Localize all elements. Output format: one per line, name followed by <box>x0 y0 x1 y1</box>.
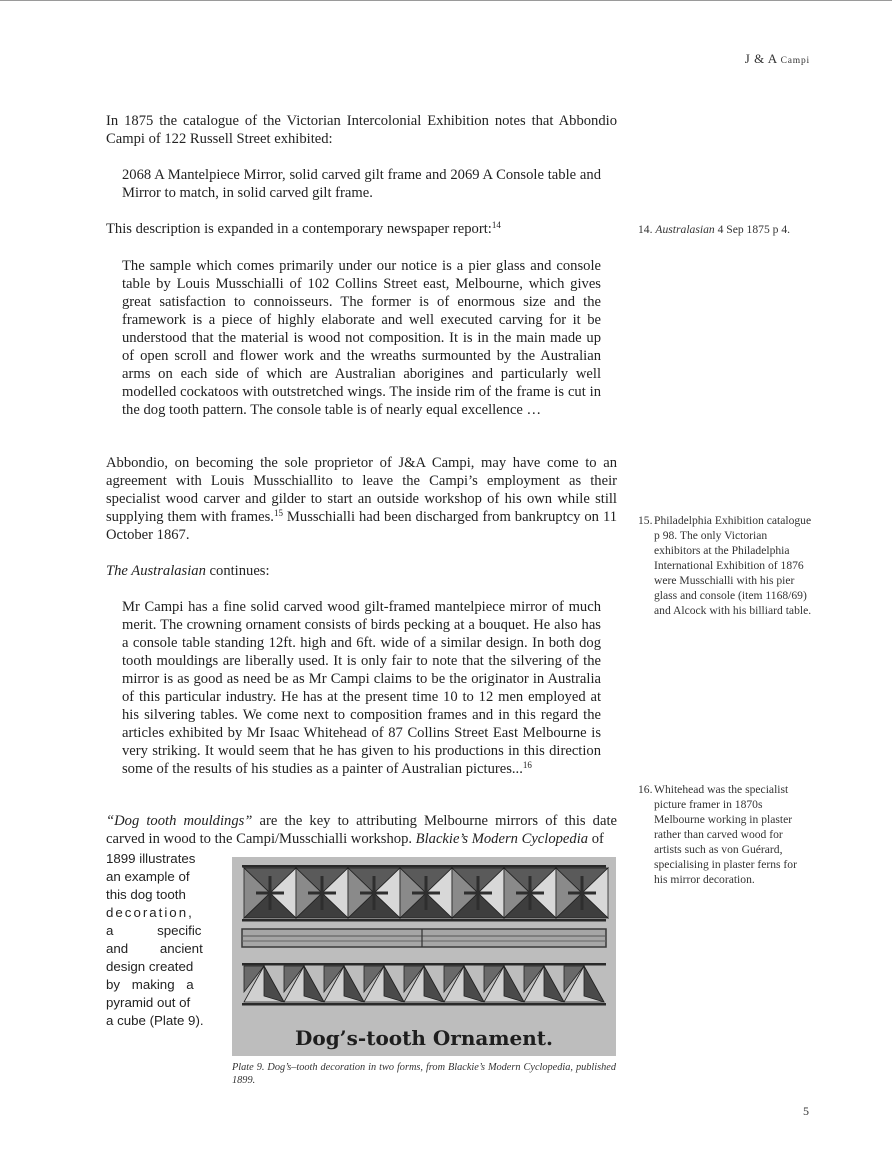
dog-tooth-band-top <box>242 865 608 922</box>
page-number: 5 <box>803 1104 809 1118</box>
paragraph-newspaper: This description is expanded in a contemporary newspaper report:$^{14}$ <box>106 220 501 237</box>
dog-tooth-cross <box>516 892 544 895</box>
paragraph-wrap-text: 1899 illustrates an example of this dog tooth decoration, a specific and ancient design created by making a pyramid out of a cube (Plate 9). <box>106 851 204 1028</box>
dog-tooth-cross <box>464 892 492 895</box>
running-header: J & A Campi <box>744 51 810 66</box>
quote-newspaper: The sample which comes primarily under our notice is a pier glass and console table by Louis Musschialli of 102 Collins Street east, Melbourne, which gives great satisfaction to connoisseurs. The former is of enormous size and the framework is a piece of highly elaborate and well executed carving for it be understood that the material is wood not composition. It is in the main made up of open scroll and flower work and the wreaths surmounted by the Australian arms on each side of which are Australian aborigines and particularly well modelled cockatoos with outstretched wings. The inside rim of the frame is cut in the dog tooth pattern. The console table is of nearly equal excellence … <box>122 258 601 418</box>
plate-9-image <box>232 857 616 1056</box>
quote-australasian: Mr Campi has a fine solid carved wood gilt-framed mantelpiece mirror of much merit. The crowning ornament consists of birds pecking at a bouquet. He also has a console table standing 12ft. high and 6ft. wide of a similar design. In both dog tooth mouldings are liberally used. It is only fair to note that the silvering of the mirror is as good as need be as Mr Campi claims to be the originator in Australia of this particular industry. He has at the present time 10 to 12 men employed at his silvering tables. We come next to composition frames and in this regard the articles exhibited by Mr Isaac Whitehead of 87 Collins Street East Melbourne is very striking. It would seem that he has given to his productions in this direction some of the results of his studies as a painter of Australian pictures...$^{16}$ <box>122 599 601 777</box>
paragraph-abbondio: Abbondio, on becoming the sole proprietor of J&A Campi, may have come to an agreement with Louis Musschiallito to leave the Campi’s employment as their specialist wood carver and gilder to start an outside workshop of his own while still supplying them with frames.$^{15}$ Musschialli had been discharged from bankruptcy on 11 October 1867. <box>106 455 617 543</box>
dog-tooth-cross <box>308 892 336 895</box>
footnote-16: 16. Whitehead was the specialist picture framer in 1870s Melbourne working in plaster rather than carved wood for artists such as von Guérard, specialising in plaster ferns for his mirror decoration. <box>638 783 797 886</box>
running-header-smallcaps: Campi <box>780 56 810 66</box>
paragraph-dog-tooth: “Dog tooth mouldings” are the key to attributing Melbourne mirrors of this date carved in wood to the Campi/Musschialli workshop. Blackie’s Modern Cyclopedia of <box>106 813 617 847</box>
paragraph-continues: The Australasian continues: <box>106 563 270 579</box>
footnote-ref-16[interactable]: 16 <box>522 760 532 770</box>
plate-9-caption: Plate 9. Dog’s–tooth decoration in two forms, from Blackie’s Modern Cyclopedia, published 1899. <box>232 1062 616 1086</box>
dog-tooth-cross <box>568 892 596 895</box>
footnote-ref-15[interactable]: 15 <box>273 508 283 518</box>
dog-tooth-cross <box>412 892 440 895</box>
plate-image-label: Dog’s-tooth Ornament. <box>295 1026 553 1050</box>
footnote-ref-14[interactable]: 14 <box>491 220 501 230</box>
footnote-15: 15. Philadelphia Exhibition catalogue p 98. The only Victorian exhibitors at the Philadelphia International Exhibition of 1876 were Musschialli with his pier glass and console (item 1168/69) and Alcock with his billiard table. <box>638 514 812 617</box>
dog-tooth-cross <box>360 892 388 895</box>
dog-tooth-ornament-illustration <box>232 857 616 1056</box>
dog-tooth-cross <box>256 892 284 895</box>
footnote-14: 14. Australasian 4 Sep 1875 p 4. <box>638 223 791 236</box>
quote-catalogue: 2068 A Mantelpiece Mirror, solid carved gilt frame and 2069 A Console table and Mirror to match, in solid carved gilt frame. <box>122 167 601 201</box>
paragraph-intro: In 1875 the catalogue of the Victorian Intercolonial Exhibition notes that Abbondio Campi of 122 Russell Street exhibited: <box>106 113 617 147</box>
